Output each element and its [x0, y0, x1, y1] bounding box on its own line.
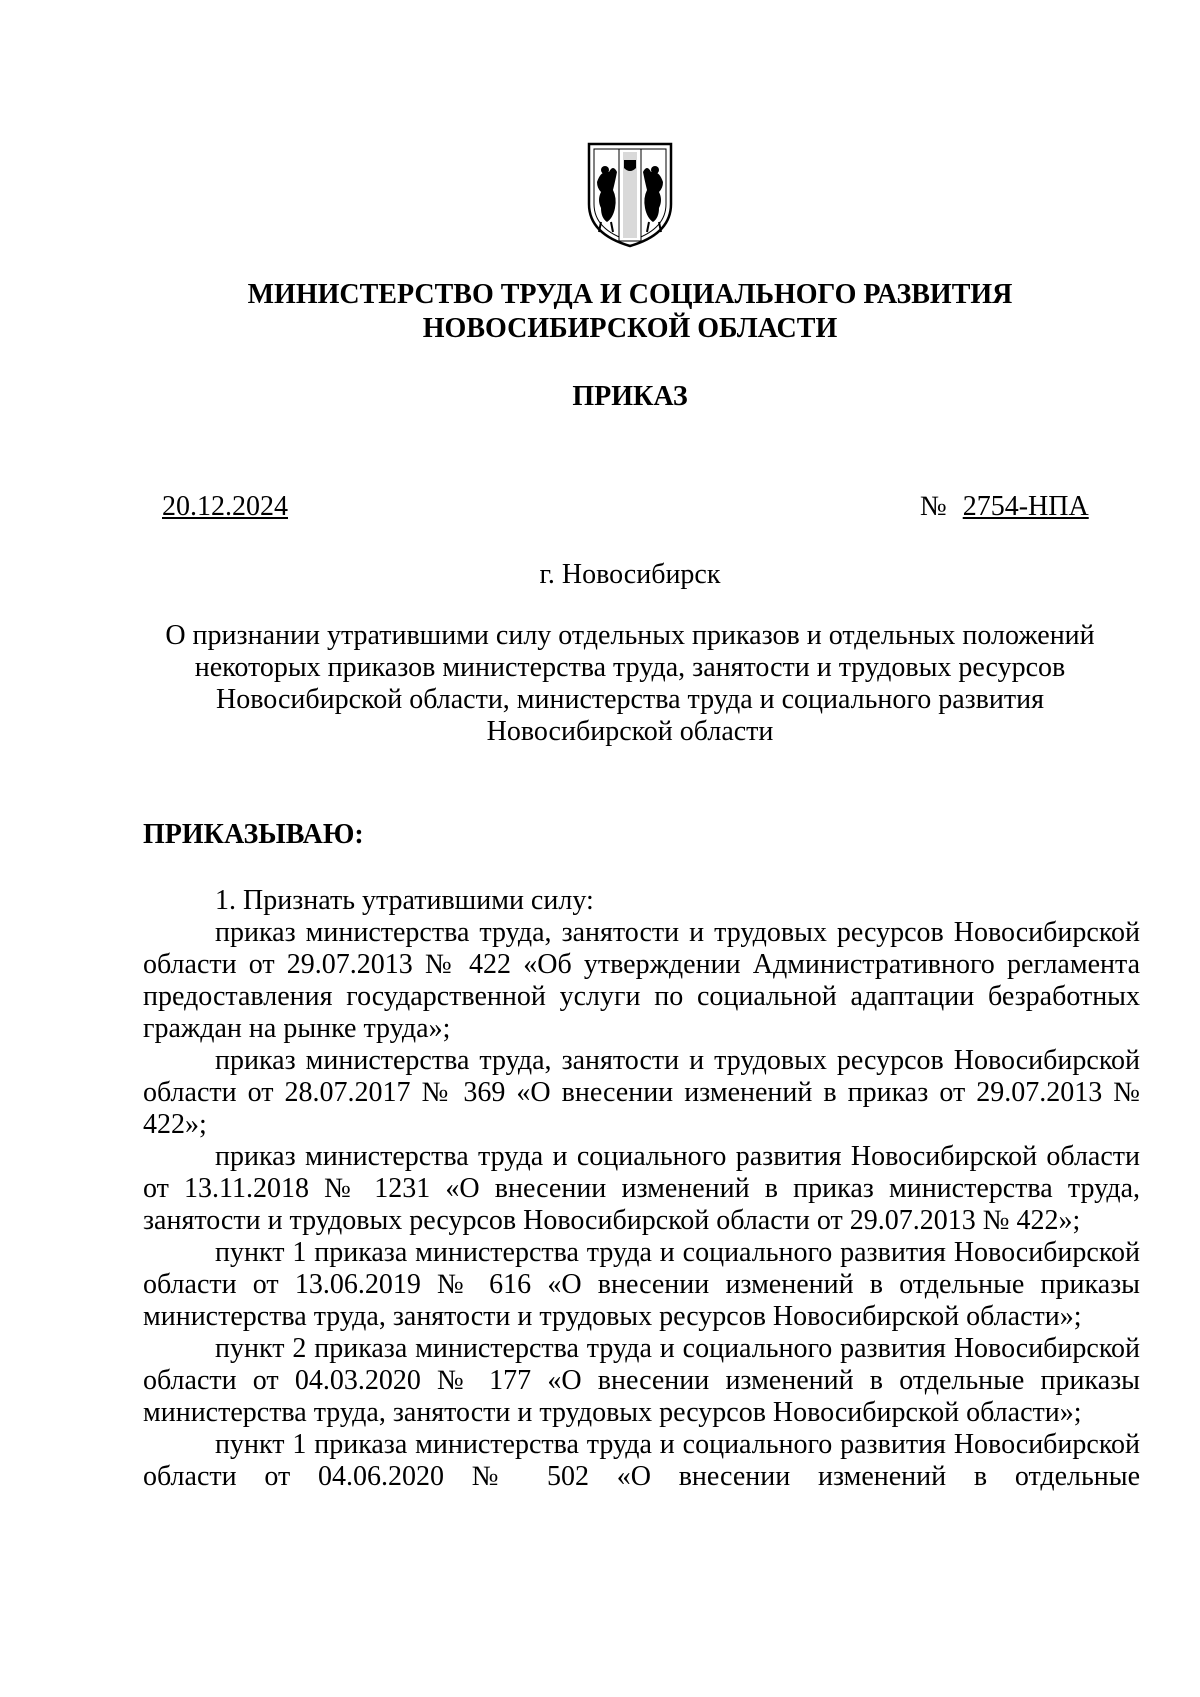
number-value: 2754-НПА: [962, 491, 1089, 522]
subject-line: Новосибирской области: [486, 716, 774, 747]
order-heading: ПРИКАЗЫВАЮ:: [143, 819, 364, 850]
document-type: ПРИКАЗ: [572, 381, 688, 412]
coat-of-arms-emblem: [587, 142, 673, 248]
body-paragraph: пункт 1 приказа министерства труда и социального развития Новосибирской области от 04.06.2020 № 502 «О внесении изменений в отдельные: [143, 1429, 1140, 1492]
document-body: [143, 885, 1140, 1493]
body-paragraph: приказ министерства труда и социального развития Новосибирской области от 13.11.2018 № 1231 «О внесении изменений в приказ министерства труда, занятости и трудовых ресурсов Новосибирской области от 29.07.2013 № 422»;: [143, 1141, 1140, 1236]
number-sign: №: [920, 491, 947, 522]
ministry-name-line1: МИНИСТЕРСТВО ТРУДА И СОЦИАЛЬНОГО РАЗВИТИЯ: [247, 279, 1013, 310]
ministry-name-line2: НОВОСИБИРСКОЙ ОБЛАСТИ: [422, 313, 838, 344]
document-date: 20.12.2024: [162, 491, 288, 522]
body-paragraph: приказ министерства труда, занятости и трудовых ресурсов Новосибирской области от 28.07.2017 № 369 «О внесении изменений в приказ от 29.07.2013 № 422»;: [143, 1045, 1140, 1140]
subject-line: Новосибирской области, министерства труда и социального развития: [216, 684, 1044, 715]
document-number: [920, 490, 1089, 524]
subject-line: О признании утратившими силу отдельных приказов и отдельных положений: [165, 620, 1095, 651]
ministry-name: [0, 278, 1200, 346]
body-paragraph: приказ министерства труда, занятости и трудовых ресурсов Новосибирской области от 29.07.2013 № 422 «Об утверждении Административного регламента предоставления государственной услуги по социальной адаптации безработных граждан на рынке труда»;: [143, 917, 1140, 1044]
subject-line: некоторых приказов министерства труда, занятости и трудовых ресурсов: [194, 652, 1066, 683]
document-subject: [150, 620, 1110, 748]
document-city: г. Новосибирск: [539, 559, 721, 590]
body-paragraph: пункт 2 приказа министерства труда и социального развития Новосибирской области от 04.03.2020 № 177 «О внесении изменений в отдельные приказы министерства труда, занятости и трудовых ресурсов Новосибирской области»;: [143, 1333, 1140, 1428]
body-paragraph: 1. Признать утратившими силу:: [215, 885, 594, 916]
body-paragraph: пункт 1 приказа министерства труда и социального развития Новосибирской области от 13.06.2019 № 616 «О внесении изменений в отдельные приказы министерства труда, занятости и трудовых ресурсов Новосибирской области»;: [143, 1237, 1140, 1332]
